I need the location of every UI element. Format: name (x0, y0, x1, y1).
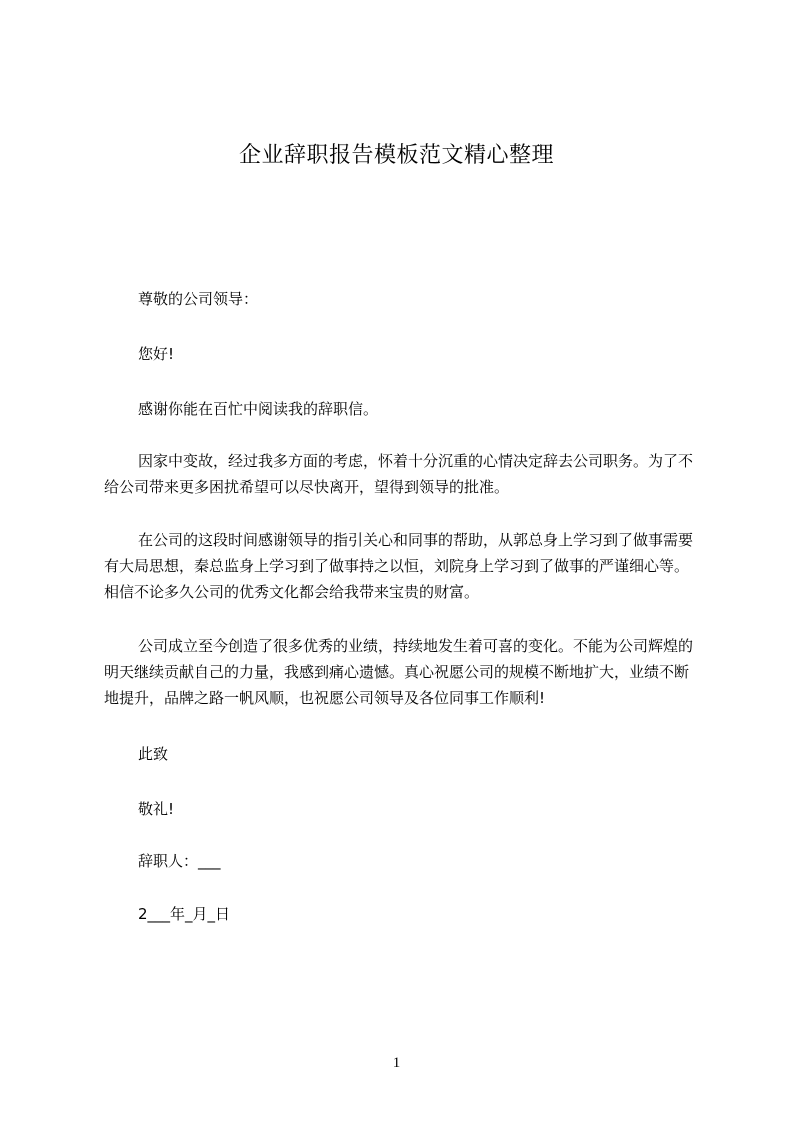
regards: 敬礼! (138, 800, 175, 818)
closing: 此致 (138, 745, 169, 763)
salutation: 尊敬的公司领导： (138, 290, 259, 308)
paragraph-1: 因家中变故，经过我多方面的考虑，怀着十分沉重的心情决定辞去公司职务。为了不给公司带来更多困扰希望可以尽快离开，望得到领导的批准。 (104, 452, 694, 496)
signature: 辞职人：___ (138, 852, 221, 870)
intro-line: 感谢你能在百忙中阅读我的辞职信。 (138, 400, 379, 418)
date: 2___年_月_日 (138, 905, 231, 923)
page-title: 企业辞职报告模板范文精心整理 (238, 143, 554, 168)
paragraph-2: 在公司的这段时间感谢领导的指引关心和同事的帮助，从郭总身上学习到了做事需要有大局思想，秦总监身上学习到了做事持之以恒，刘院身上学习到了做事的严谨细心等。相信不论多久公司的优秀文化都会给我带来宝贵的财富。 (104, 531, 694, 601)
paragraph-3: 公司成立至今创造了很多优秀的业绩，持续地发生着可喜的变化。不能为公司辉煌的明天继续贡献自己的力量，我感到痛心遗憾。真心祝愿公司的规模不断地扩大，业绩不断地提升，品牌之路一帆风顺，也祝愿公司领导及各位同事工作顺利! (104, 637, 694, 707)
page-number: 1 (392, 1055, 401, 1071)
greeting: 您好! (138, 345, 175, 363)
